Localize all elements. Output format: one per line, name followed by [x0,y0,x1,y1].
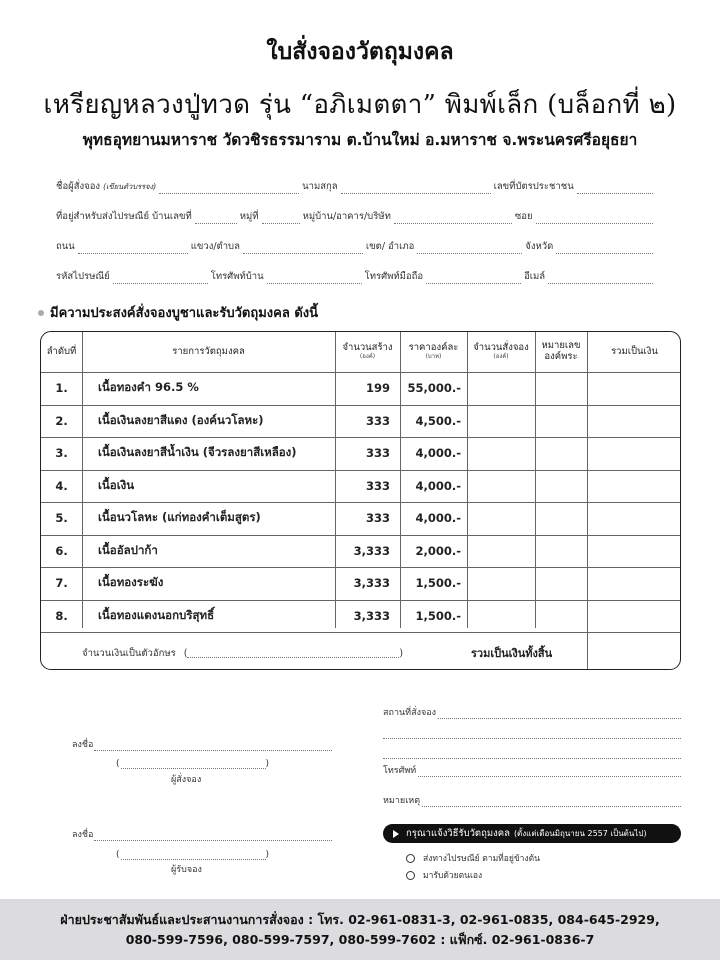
province-field[interactable] [556,243,653,254]
orderer-name: ( ) [116,759,270,769]
email-field[interactable] [548,273,653,284]
row-total-input[interactable] [587,535,681,568]
serial-input[interactable] [535,567,587,600]
row-no: 2. [55,413,68,428]
serial-input[interactable] [535,502,587,535]
road-field[interactable] [78,243,188,254]
row-item: เนื้อทองแดงนอกบริสุทธิ์ [98,607,215,622]
place-row [383,705,681,719]
serial-input[interactable] [535,437,587,470]
header-serial: หมายเลข องค์พระ [541,340,581,362]
home-phone-field[interactable] [267,273,362,284]
place-field-3[interactable] [383,750,681,759]
id-card-field[interactable] [577,183,653,194]
row-built: 3,333 [353,608,390,623]
order-qty-input[interactable] [467,502,535,535]
amount-in-words: จำนวนเงินเป็นตัวอักษร ( ) [82,647,404,659]
phone-field[interactable] [418,768,681,777]
district-label: เขต/ อำเภอ [365,241,415,252]
section-heading [38,302,318,323]
receiver-caption: ผู้รับจอง [171,865,202,875]
place-row-2 [383,725,681,739]
row-no: 7. [55,576,68,591]
row-price: 1,500.- [415,608,461,623]
radio-button-icon[interactable] [406,854,415,863]
row-price: 4,000.- [415,511,461,526]
address-label: ที่อยู่สำหรับส่งไปรษณีย์ บ้านเลขที่ [56,211,192,222]
row-built: 199 [365,381,390,396]
row-item: เนื้ออัลปาก้า [98,542,158,557]
soi-label: ซอย [514,211,533,222]
order-qty-input[interactable] [467,405,535,438]
contact-footer [0,899,720,960]
village-field[interactable] [394,213,512,224]
home-phone-label: โทรศัพท์บ้าน [210,271,264,282]
moo-field[interactable] [262,213,300,224]
receiver-name-field[interactable] [121,851,266,860]
village-label: หมู่บ้าน/อาคาร/บริษัท [302,211,391,222]
row-no: 4. [55,478,68,493]
header-no: ลำดับที่ [46,345,77,357]
province-label: จังหวัด [525,241,554,252]
phone-label: โทรศัพท์ [383,766,417,776]
row-item: เนื้อทองคำ 96.5 % [98,380,199,395]
postcode-field[interactable] [113,273,208,284]
grand-total-field[interactable] [588,629,681,670]
row-built: 3,333 [353,576,390,591]
orderer-signature: ลงชื่อ [72,737,332,751]
email-label: อีเมล์ [524,271,546,282]
serial-input[interactable] [535,372,587,405]
surname-label: นามสกุล [302,181,338,192]
form-row-contact [56,268,656,284]
row-item: เนื้อนวโลหะ (แก่ทองคำเต็มสูตร) [98,510,261,525]
footer-line-1: ฝ่ายประชาสัมพันธ์และประสานงานการสั่งจอง : โทร. 02-961-0831-3, 02-961-0835, 084-645-2929, [60,912,660,927]
row-total-input[interactable] [587,470,681,503]
order-qty-input[interactable] [467,437,535,470]
pickup-method-banner: กรุณาแจ้งวิธีรับวัตถุมงคล (ตั้งแต่เดือนมิถุนายน 2557 เป็นต้นไป) [383,824,681,843]
place-row-3 [383,745,681,759]
place-field-2[interactable] [383,730,681,739]
option-self-pickup[interactable]: มารับด้วยตนเอง [406,868,482,882]
row-total-input[interactable] [587,502,681,535]
subdistrict-field[interactable] [243,243,363,254]
order-qty-input[interactable] [467,567,535,600]
row-item: เนื้อเงินลงยาสีน้ำเงิน (จีวรลงยาสีเหลือง) [98,445,297,460]
receiver-signature: ลงชื่อ [72,827,332,841]
row-price: 4,000.- [415,478,461,493]
row-total-input[interactable] [587,372,681,405]
row-built: 3,333 [353,543,390,558]
form-row-address [56,208,656,224]
row-built: 333 [365,511,390,526]
note-label: หมายเหตุ [383,796,421,806]
place-field[interactable] [438,710,681,719]
footer-line-2: 080-599-7596, 080-599-7597, 080-599-7602 : แฟ็กซ์. 02-961-0836-7 [125,932,595,947]
header-item: รายการวัตถุมงคล [172,345,245,357]
name-hint: (เขียนตัวบรรจง) [103,182,157,191]
play-triangle-icon [393,830,399,838]
section-heading-text: มีความประสงค์สั่งจองบูชาและรับวัตถุมงคล ดังนี้ [50,306,319,321]
row-total-input[interactable] [587,437,681,470]
header-price: ราคาองค์ละ (บาท) [408,342,459,361]
orderer-caption: ผู้สั่งจอง [171,775,202,785]
row-price: 4,000.- [415,446,461,461]
order-qty-input[interactable] [467,470,535,503]
row-no: 6. [55,543,68,558]
row-divider [41,632,681,633]
row-item: เนื้อทองระฆัง [98,575,164,590]
road-label: ถนน [56,241,75,252]
name-field[interactable] [159,183,299,194]
order-qty-input[interactable] [467,600,535,633]
temple-address: พุทธอุทยานมหาราช วัดวชิรธรรมาราม ต.บ้านใหม่ อ.มหาราช จ.พระนครศรีอยุธยา [82,131,638,149]
radio-button-icon[interactable] [406,871,415,880]
row-price: 55,000.- [407,381,461,396]
order-table [40,331,681,670]
page-title: ใบสั่งจองวัตถุมงคล [266,39,454,65]
row-total-input[interactable] [587,567,681,600]
id-card-label: เลขที่บัตรประชาชน [493,181,574,192]
serial-input[interactable] [535,535,587,568]
serial-input[interactable] [535,405,587,438]
row-price: 1,500.- [415,576,461,591]
row-item: เนื้อเงิน [98,477,135,492]
moo-label: หมู่ที่ [239,211,259,222]
amount-in-words-field[interactable] [187,649,399,658]
place-label: สถานที่สั่งจอง [383,708,437,718]
row-built: 333 [365,478,390,493]
mobile-label: โทรศัพท์มือถือ [364,271,424,282]
note-row [383,793,681,807]
form-row-road [56,238,656,254]
receiver-name: ( ) [116,850,270,860]
header-order-qty: จำนวนสั่งจอง (องค์) [473,342,529,361]
row-no: 5. [55,511,68,526]
note-field[interactable] [422,798,681,807]
phone-row [383,763,681,777]
row-built: 333 [365,446,390,461]
surname-field[interactable] [341,183,491,194]
row-price: 2,000.- [415,543,461,558]
serial-input[interactable] [535,470,587,503]
option-mail[interactable]: ส่งทางไปรษณีย์ ตามที่อยู่ข้างต้น [406,851,540,865]
postcode-label: รหัสไปรษณีย์ [56,271,110,282]
row-no: 1. [55,381,68,396]
row-no: 8. [55,608,68,623]
order-qty-input[interactable] [467,535,535,568]
grand-total-label: รวมเป็นเงินทั้งสิ้น [471,647,553,660]
house-number-field[interactable] [195,213,237,224]
serial-input[interactable] [535,600,587,633]
orderer-name-field[interactable] [121,760,266,769]
header-built: จำนวนสร้าง (องค์) [342,342,393,361]
row-total-input[interactable] [587,405,681,438]
order-qty-input[interactable] [467,372,535,405]
mobile-field[interactable] [426,273,521,284]
name-label: ชื่อผู้สั่งจอง [56,181,101,192]
page-subtitle: เหรียญหลวงปู่ทวด รุ่น “อภิเมตตา” พิมพ์เล็ก (บล็อกที่ ๒) [43,90,677,120]
row-built: 333 [365,413,390,428]
row-total-input[interactable] [587,600,681,633]
row-price: 4,500.- [415,413,461,428]
receiver-signature-field[interactable] [94,832,332,841]
form-row-name [56,178,656,194]
subdistrict-label: แขวง/ตำบล [190,241,240,252]
soi-field[interactable] [536,213,653,224]
bullet-icon [38,310,44,316]
header-total: รวมเป็นเงิน [611,345,658,357]
row-item: เนื้อเงินลงยาสีแดง (องค์นวโลหะ) [98,412,264,427]
row-no: 3. [55,446,68,461]
orderer-signature-field[interactable] [94,742,332,751]
district-field[interactable] [417,243,522,254]
